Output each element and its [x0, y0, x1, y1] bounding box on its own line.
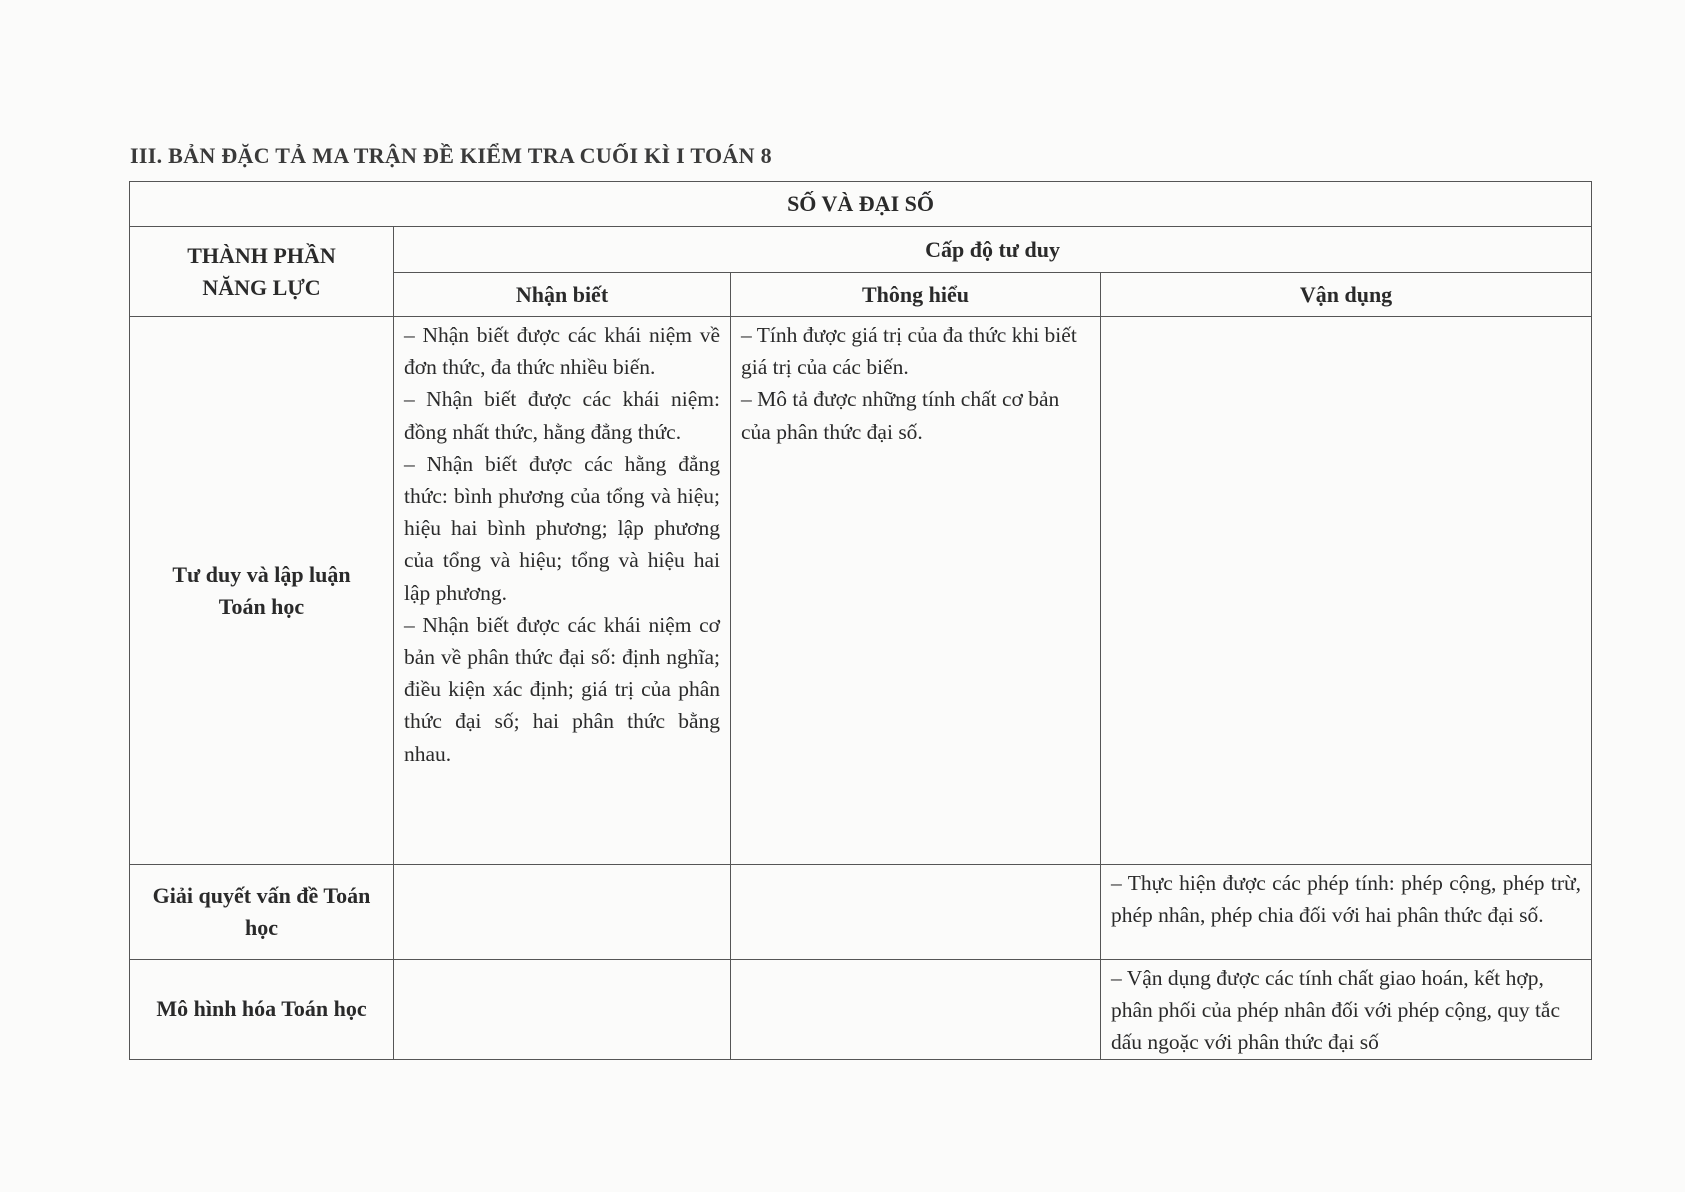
competency-column-header — [130, 227, 394, 317]
competency-cell — [130, 865, 394, 960]
thong-hieu-cell — [731, 317, 1101, 865]
criterion-text: – Mô tả được những tính chất cơ bản của phân thức đại số. — [741, 387, 1060, 444]
thong-hieu-cell — [731, 960, 1101, 1060]
nhan-biet-cell — [394, 865, 731, 960]
nhan-biet-cell — [394, 317, 731, 865]
level-header-nhan-biet: Nhận biết — [394, 273, 731, 317]
competency-label: Mô hình hóa Toán học — [156, 996, 367, 1022]
thong-hieu-cell — [731, 865, 1101, 960]
competency-label: Giải quyết vấn đề Toán học — [152, 883, 371, 940]
van-dung-cell — [1101, 317, 1592, 865]
van-dung-cell — [1101, 960, 1592, 1060]
competency-cell — [130, 317, 394, 865]
criterion-text: – Thực hiện được các phép tính: phép cộng, phép trừ, phép nhân, phép chia đối với hai phân thức đại số. — [1111, 871, 1582, 928]
nhan-biet-cell — [394, 960, 731, 1060]
criterion-text: – Nhận biết được các khái niệm: đồng nhất thức, hằng đẳng thức. — [404, 387, 720, 444]
criterion-text: – Tính được giá trị của đa thức khi biết giá trị của các biến. — [741, 323, 1077, 380]
thinking-level-header: Cấp độ tư duy — [394, 227, 1592, 273]
criterion-text: – Nhận biết được các khái niệm về đơn thức, đa thức nhiều biến. — [404, 323, 720, 380]
criterion-text: – Vận dụng được các tính chất giao hoán, kết hợp, phân phối của phép nhân đối với phép cộng, quy tắc dấu ngoặc với phân thức đại số — [1111, 966, 1561, 1055]
criterion-text: – Nhận biết được các hằng đẳng thức: bình phương của tổng và hiệu; hiệu hai bình phương; lập phương của tổng và hiệu; tổng và hiệu hai lập phương. — [404, 451, 720, 605]
competency-cell — [130, 960, 394, 1060]
page-title: III. BẢN ĐẶC TẢ MA TRẬN ĐỀ KIỂM TRA CUỐI KÌ I TOÁN 8 — [130, 143, 772, 168]
table-row — [130, 865, 1592, 960]
section-heading: SỐ VÀ ĐẠI SỐ — [130, 182, 1592, 227]
table-row — [130, 960, 1592, 1060]
competency-column-header-label: THÀNH PHẦN NĂNG LỰC — [187, 242, 336, 300]
level-header-van-dung: Vận dụng — [1101, 273, 1592, 317]
criterion-text: – Nhận biết được các khái niệm cơ bản về phân thức đại số: định nghĩa; điều kiện xác định; giá trị của phân thức đại số; hai phân thức bằng nhau. — [404, 612, 720, 766]
spec-matrix-table — [129, 181, 1592, 1060]
competency-label: Tư duy và lập luận Toán học — [172, 561, 351, 619]
van-dung-cell — [1101, 865, 1592, 960]
level-header-thong-hieu: Thông hiểu — [731, 273, 1101, 317]
table-row — [130, 317, 1592, 865]
